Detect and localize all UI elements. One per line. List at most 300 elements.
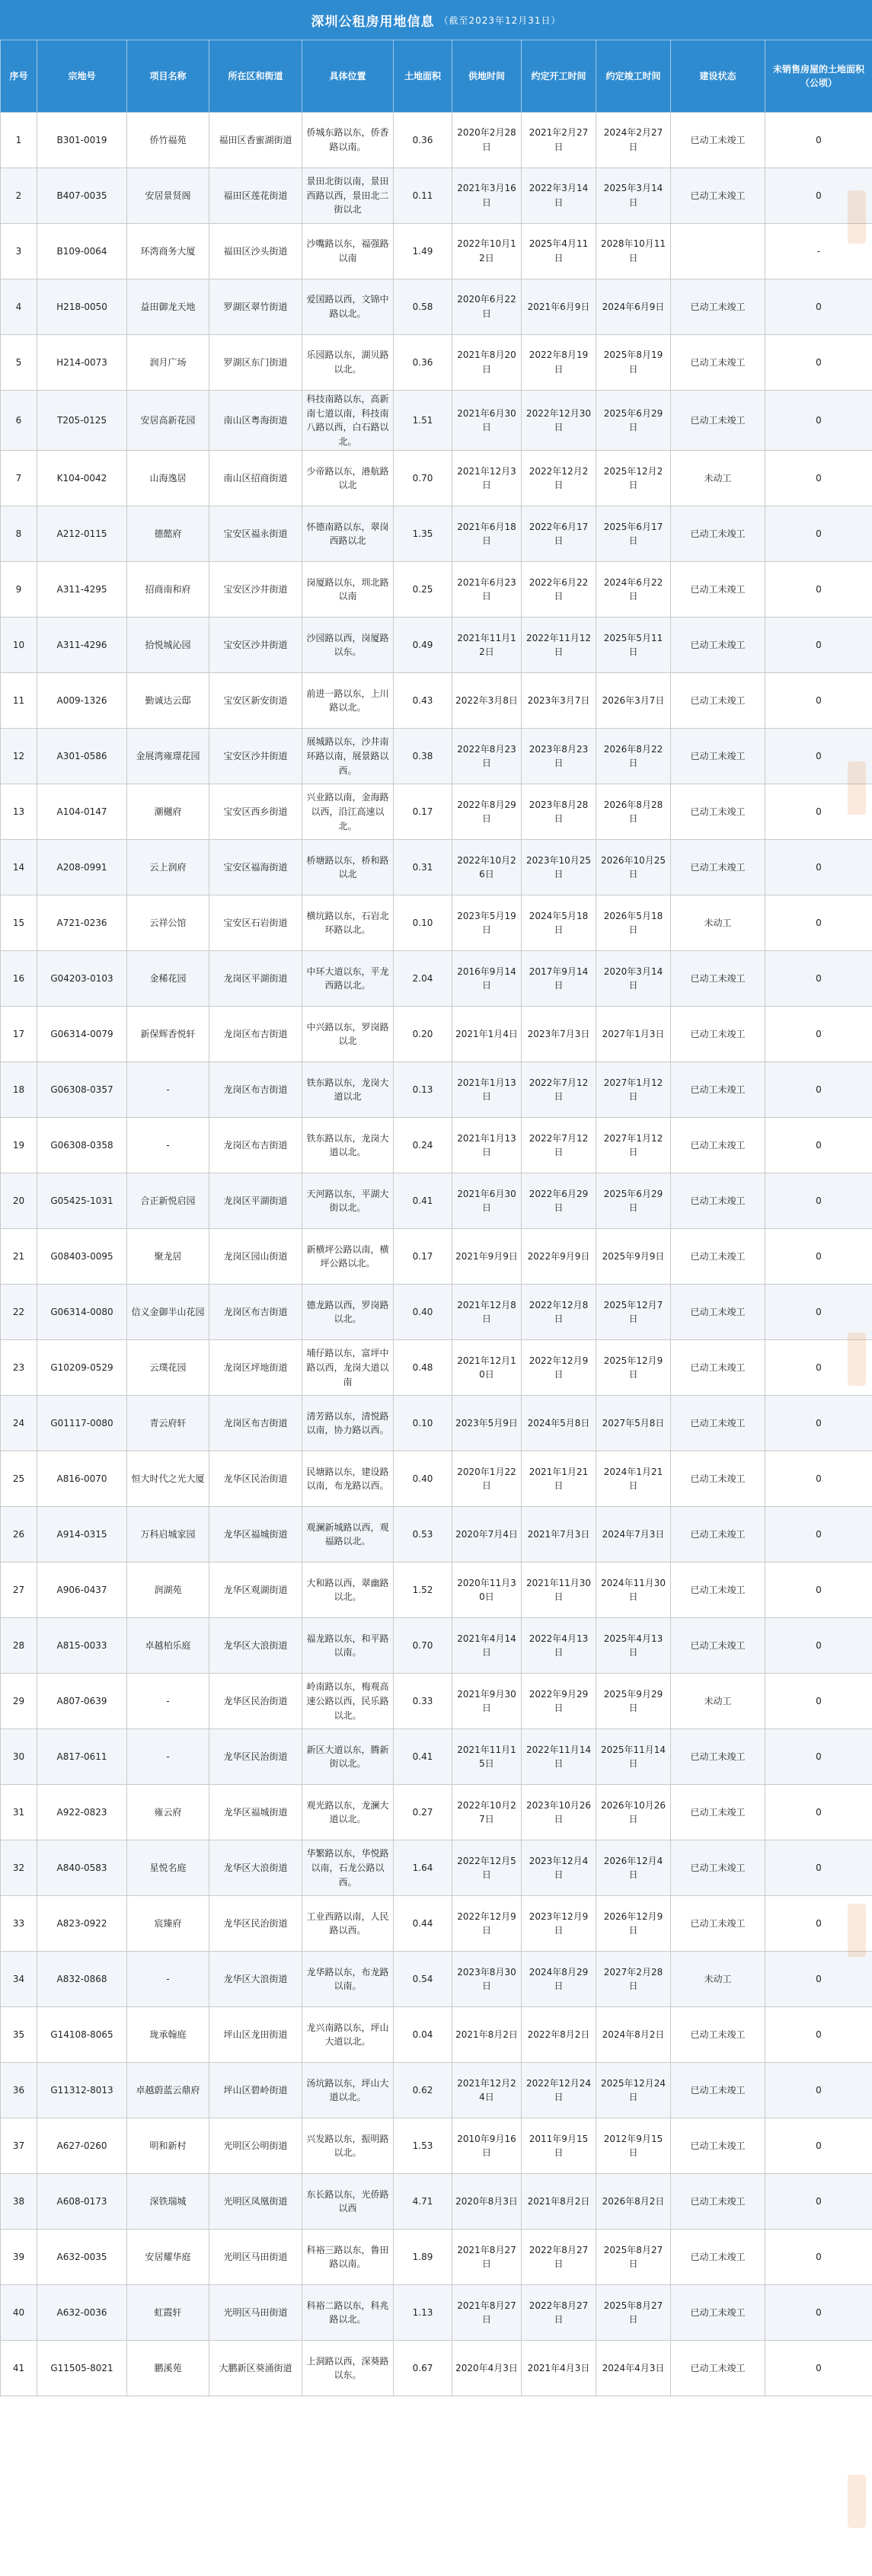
cell-completion-date: 2026年3月7日 [596,673,671,729]
cell-start-date: 2021年1月21日 [522,1451,596,1507]
cell-parcel-no: A807-0639 [37,1674,127,1729]
cell-unsold-area: 0 [765,729,872,784]
cell-district: 福田区莲花街道 [209,168,302,224]
cell-unsold-area: 0 [765,1785,872,1840]
cell-unsold-area: 0 [765,279,872,335]
header-index: 序号 [1,40,37,113]
cell-parcel-no: A301-0586 [37,729,127,784]
cell-unsold-area: 0 [765,1062,872,1118]
cell-location: 爱国路以西，文锦中路以北。 [302,279,394,335]
cell-status: 已动工未竣工 [671,391,765,451]
cell-parcel-no: A009-1326 [37,673,127,729]
table-row [1,1118,872,1173]
cell-project-name: 珑承翰庭 [127,2007,209,2063]
cell-location: 上洞路以西，深葵路以东。 [302,2341,394,2396]
cell-completion-date: 2025年3月14日 [596,168,671,224]
cell-completion-date: 2026年8月2日 [596,2174,671,2230]
cell-parcel-no: K104-0042 [37,451,127,506]
table-row [1,562,872,618]
cell-location: 东长路以东，光侨路以西 [302,2174,394,2230]
cell-parcel-no: A815-0033 [37,1618,127,1674]
table-row [1,784,872,840]
cell-project-name: 明和新村 [127,2118,209,2174]
cell-completion-date: 2025年12月24日 [596,2063,671,2118]
cell-district: 龙华区民治街道 [209,1674,302,1729]
cell-supply-date: 2021年12月10日 [452,1340,522,1396]
cell-parcel-no: T205-0125 [37,391,127,451]
cell-index: 23 [1,1340,37,1396]
cell-district: 罗湖区东门街道 [209,335,302,391]
cell-project-name: 恒大时代之光大厦 [127,1451,209,1507]
cell-completion-date: 2025年8月19日 [596,335,671,391]
cell-district: 光明区凤凰街道 [209,2174,302,2230]
cell-location: 沙嘴路以东，福强路以南 [302,224,394,279]
table-row [1,506,872,562]
table-row [1,729,872,784]
header-location: 具体位置 [302,40,394,113]
cell-supply-date: 2021年12月3日 [452,451,522,506]
table-row [1,1007,872,1062]
table-row [1,2007,872,2063]
cell-start-date: 2023年12月9日 [522,1896,596,1952]
cell-status: 已动工未竣工 [671,618,765,673]
cell-parcel-no: B407-0035 [37,168,127,224]
cell-parcel-no: G01117-0080 [37,1396,127,1451]
cell-supply-date: 2020年1月22日 [452,1451,522,1507]
cell-completion-date: 2026年12月4日 [596,1840,671,1896]
cell-status: 已动工未竣工 [671,1340,765,1396]
cell-project-name: 安居耀华庭 [127,2230,209,2285]
cell-parcel-no: G11505-8021 [37,2341,127,2396]
cell-project-name: 金展湾雍璟花园 [127,729,209,784]
cell-parcel-no: A817-0611 [37,1729,127,1785]
cell-project-name: 鹏溪苑 [127,2341,209,2396]
watermark-logo [848,2475,866,2528]
cell-project-name: 益田御龙天地 [127,279,209,335]
cell-completion-date: 2020年3月14日 [596,951,671,1007]
cell-index: 28 [1,1618,37,1674]
cell-location: 埔仔路以东，富坪中路以西，龙岗大道以南 [302,1340,394,1396]
cell-land-area: 1.89 [394,2230,452,2285]
cell-district: 宝安区新安街道 [209,673,302,729]
cell-supply-date: 2022年8月23日 [452,729,522,784]
cell-index: 37 [1,2118,37,2174]
cell-project-name: 润月广场 [127,335,209,391]
cell-location: 天河路以东，平湖大街以北。 [302,1173,394,1229]
cell-land-area: 0.40 [394,1285,452,1340]
table-row [1,2174,872,2230]
cell-unsold-area: 0 [765,1563,872,1618]
cell-supply-date: 2021年9月30日 [452,1674,522,1729]
table-row [1,1618,872,1674]
cell-project-name: 新保辉香悦轩 [127,1007,209,1062]
cell-completion-date: 2024年11月30日 [596,1563,671,1618]
cell-parcel-no: A608-0173 [37,2174,127,2230]
cell-supply-date: 2021年1月13日 [452,1118,522,1173]
cell-index: 27 [1,1563,37,1618]
cell-unsold-area: 0 [765,2174,872,2230]
table-row [1,2118,872,2174]
cell-status: 已动工未竣工 [671,2341,765,2396]
cell-supply-date: 2020年6月22日 [452,279,522,335]
cell-land-area: 0.36 [394,335,452,391]
cell-location: 工业西路以南，人民路以西。 [302,1896,394,1952]
cell-location: 铁东路以东，龙岗大道以北。 [302,1118,394,1173]
cell-completion-date: 2025年6月17日 [596,506,671,562]
cell-status: 已动工未竣工 [671,1507,765,1563]
cell-district: 宝安区沙井街道 [209,729,302,784]
cell-land-area: 0.13 [394,1062,452,1118]
cell-supply-date: 2021年6月18日 [452,506,522,562]
cell-district: 宝安区沙井街道 [209,618,302,673]
cell-start-date: 2022年11月12日 [522,618,596,673]
cell-district: 龙华区民治街道 [209,1896,302,1952]
cell-supply-date: 2022年10月26日 [452,840,522,895]
cell-completion-date: 2026年12月9日 [596,1896,671,1952]
cell-parcel-no: A212-0115 [37,506,127,562]
cell-start-date: 2021年4月3日 [522,2341,596,2396]
cell-status: 已动工未竣工 [671,2007,765,2063]
cell-completion-date: 2026年5月18日 [596,895,671,951]
cell-completion-date: 2027年2月28日 [596,1952,671,2007]
cell-location: 中兴路以东，罗岗路以北 [302,1007,394,1062]
table-row [1,1173,872,1229]
cell-start-date: 2021年11月30日 [522,1563,596,1618]
cell-project-name: 卓越柏乐庭 [127,1618,209,1674]
cell-district: 龙华区福城街道 [209,1507,302,1563]
cell-project-name: 云祥公馆 [127,895,209,951]
cell-completion-date: 2025年5月11日 [596,618,671,673]
cell-supply-date: 2023年5月9日 [452,1396,522,1451]
cell-supply-date: 2021年6月30日 [452,391,522,451]
cell-parcel-no: A721-0236 [37,895,127,951]
cell-status: 已动工未竣工 [671,1896,765,1952]
cell-start-date: 2011年9月15日 [522,2118,596,2174]
cell-location: 展城路以东，沙井南环路以南，展景路以西。 [302,729,394,784]
cell-completion-date: 2025年11月14日 [596,1729,671,1785]
cell-supply-date: 2021年11月15日 [452,1729,522,1785]
cell-index: 11 [1,673,37,729]
cell-land-area: 1.53 [394,2118,452,2174]
cell-start-date: 2023年3月7日 [522,673,596,729]
cell-index: 5 [1,335,37,391]
cell-land-area: 0.70 [394,1618,452,1674]
cell-supply-date: 2021年12月24日 [452,2063,522,2118]
cell-location: 华繁路以东，华悦路以南，石龙公路以西。 [302,1840,394,1896]
cell-start-date: 2022年8月2日 [522,2007,596,2063]
cell-district: 龙华区观湖街道 [209,1563,302,1618]
cell-index: 34 [1,1952,37,2007]
cell-parcel-no: A823-0922 [37,1896,127,1952]
cell-land-area: 1.64 [394,1840,452,1896]
cell-parcel-no: H214-0073 [37,335,127,391]
table-row [1,1062,872,1118]
table-title [0,0,872,40]
cell-project-name: 合正新悦启园 [127,1173,209,1229]
cell-index: 13 [1,784,37,840]
cell-supply-date: 2021年6月23日 [452,562,522,618]
cell-parcel-no: A208-0991 [37,840,127,895]
cell-project-name: 侨竹福苑 [127,113,209,168]
cell-project-name: 环湾商务大厦 [127,224,209,279]
cell-location: 清芳路以东，清悦路以南，协力路以西。 [302,1396,394,1451]
cell-project-name: 卓越蔚蓝云鼎府 [127,2063,209,2118]
cell-supply-date: 2023年5月19日 [452,895,522,951]
cell-location: 科裕二路以东，科兆路以北。 [302,2285,394,2341]
cell-index: 2 [1,168,37,224]
cell-start-date: 2017年9月14日 [522,951,596,1007]
cell-completion-date: 2025年12月9日 [596,1340,671,1396]
cell-unsold-area: 0 [765,2007,872,2063]
cell-status: 已动工未竣工 [671,168,765,224]
cell-district: 龙华区大浪街道 [209,1840,302,1896]
cell-location: 前进一路以东，上川路以北。 [302,673,394,729]
cell-parcel-no: H218-0050 [37,279,127,335]
cell-start-date: 2023年12月4日 [522,1840,596,1896]
cell-project-name: 云璞花园 [127,1340,209,1396]
cell-start-date: 2022年7月12日 [522,1118,596,1173]
cell-status: 已动工未竣工 [671,2174,765,2230]
cell-start-date: 2024年8月29日 [522,1952,596,2007]
cell-start-date: 2023年8月28日 [522,784,596,840]
header-unsold-area: 未销售房屋的土地面积（公顷） [765,40,872,113]
cell-parcel-no: G08403-0095 [37,1229,127,1285]
cell-completion-date: 2026年8月22日 [596,729,671,784]
cell-start-date: 2023年10月26日 [522,1785,596,1840]
cell-index: 24 [1,1396,37,1451]
cell-status: 已动工未竣工 [671,784,765,840]
cell-unsold-area: 0 [765,840,872,895]
cell-land-area: 0.53 [394,1507,452,1563]
cell-location: 汤坑路以东，坪山大道以北。 [302,2063,394,2118]
cell-supply-date: 2020年4月3日 [452,2341,522,2396]
cell-index: 9 [1,562,37,618]
cell-project-name: 金稀花园 [127,951,209,1007]
cell-supply-date: 2020年8月3日 [452,2174,522,2230]
cell-land-area: 0.04 [394,2007,452,2063]
cell-index: 14 [1,840,37,895]
cell-location: 兴业路以南，金海路以西，沿江高速以北。 [302,784,394,840]
cell-start-date: 2022年6月17日 [522,506,596,562]
cell-location: 科裕三路以东，鲁田路以南。 [302,2230,394,2285]
table-row [1,1729,872,1785]
cell-project-name: 星悦名庭 [127,1840,209,1896]
cell-project-name: 拾悦城沁园 [127,618,209,673]
cell-index: 12 [1,729,37,784]
cell-land-area: 0.20 [394,1007,452,1062]
cell-unsold-area: 0 [765,1840,872,1896]
table-row [1,224,872,279]
cell-district: 大鹏新区葵涌街道 [209,2341,302,2396]
table-row [1,1285,872,1340]
cell-parcel-no: A311-4296 [37,618,127,673]
cell-district: 光明区马田街道 [209,2285,302,2341]
cell-unsold-area: 0 [765,1451,872,1507]
cell-project-name: 招商南和府 [127,562,209,618]
cell-index: 10 [1,618,37,673]
cell-unsold-area: 0 [765,1396,872,1451]
header-completion-date: 约定竣工时间 [596,40,671,113]
cell-district: 罗湖区翠竹街道 [209,279,302,335]
cell-unsold-area: 0 [765,506,872,562]
land-table [0,40,872,2396]
cell-location: 中环大道以东，平龙西路以北。 [302,951,394,1007]
cell-unsold-area: 0 [765,1007,872,1062]
cell-project-name: 潮樾府 [127,784,209,840]
cell-land-area: 1.13 [394,2285,452,2341]
cell-land-area: 0.48 [394,1340,452,1396]
cell-index: 19 [1,1118,37,1173]
cell-land-area: 0.31 [394,840,452,895]
cell-start-date: 2024年5月8日 [522,1396,596,1451]
table-row [1,2285,872,2341]
cell-land-area: 0.27 [394,1785,452,1840]
cell-project-name: 深铁瑞城 [127,2174,209,2230]
cell-land-area: 4.71 [394,2174,452,2230]
cell-project-name: 虹霞轩 [127,2285,209,2341]
cell-status: 已动工未竣工 [671,506,765,562]
header-status: 建设状态 [671,40,765,113]
cell-district: 坪山区碧岭街道 [209,2063,302,2118]
cell-location: 科技南路以东，高新南七道以南，科技南八路以西，白石路以北。 [302,391,394,451]
table-row [1,1451,872,1507]
cell-start-date: 2022年9月9日 [522,1229,596,1285]
table-row [1,1785,872,1840]
cell-completion-date: 2025年6月29日 [596,391,671,451]
cell-status: 已动工未竣工 [671,1229,765,1285]
table-row [1,2063,872,2118]
cell-district: 龙岗区布吉街道 [209,1396,302,1451]
table-row [1,391,872,451]
cell-start-date: 2022年3月14日 [522,168,596,224]
cell-completion-date: 2025年8月27日 [596,2285,671,2341]
cell-index: 35 [1,2007,37,2063]
cell-status: 已动工未竣工 [671,729,765,784]
cell-supply-date: 2021年11月12日 [452,618,522,673]
table-row [1,1674,872,1729]
cell-index: 21 [1,1229,37,1285]
cell-project-name: 聚龙居 [127,1229,209,1285]
cell-district: 龙岗区布吉街道 [209,1062,302,1118]
cell-location: 桥塘路以东，桥和路以北 [302,840,394,895]
cell-land-area: 0.43 [394,673,452,729]
cell-project-name: 云上润府 [127,840,209,895]
cell-index: 41 [1,2341,37,2396]
cell-land-area: 0.40 [394,1451,452,1507]
header-start-date: 约定开工时间 [522,40,596,113]
cell-start-date: 2021年7月3日 [522,1507,596,1563]
cell-status: 已动工未竣工 [671,1396,765,1451]
cell-unsold-area: 0 [765,2230,872,2285]
cell-unsold-area: 0 [765,1173,872,1229]
cell-district: 龙岗区平湖街道 [209,951,302,1007]
cell-index: 29 [1,1674,37,1729]
cell-completion-date: 2025年12月7日 [596,1285,671,1340]
cell-index: 36 [1,2063,37,2118]
cell-land-area: 2.04 [394,951,452,1007]
cell-index: 40 [1,2285,37,2341]
cell-location: 新横坪公路以南，横坪公路以北。 [302,1229,394,1285]
cell-parcel-no: A832-0868 [37,1952,127,2007]
cell-unsold-area: 0 [765,391,872,451]
cell-unsold-area: 0 [765,1896,872,1952]
table-row [1,895,872,951]
cell-supply-date: 2020年7月4日 [452,1507,522,1563]
cell-district: 龙岗区坪地街道 [209,1340,302,1396]
table-row [1,840,872,895]
table-row [1,335,872,391]
cell-district: 坪山区龙田街道 [209,2007,302,2063]
cell-land-area: 0.41 [394,1729,452,1785]
cell-start-date: 2024年5月18日 [522,895,596,951]
header-district: 所在区和街道 [209,40,302,113]
cell-location: 兴发路以东，振明路以北。 [302,2118,394,2174]
cell-status: 已动工未竣工 [671,1618,765,1674]
cell-project-name: 雍云府 [127,1785,209,1840]
cell-parcel-no: G06308-0358 [37,1118,127,1173]
cell-unsold-area: 0 [765,113,872,168]
cell-location: 沙园路以西，岗厦路以东。 [302,618,394,673]
cell-supply-date: 2021年1月13日 [452,1062,522,1118]
cell-project-name: 勤诚达云邸 [127,673,209,729]
cell-location: 大和路以西，翠幽路以北。 [302,1563,394,1618]
cell-supply-date: 2021年8月27日 [452,2230,522,2285]
cell-supply-date: 2020年2月28日 [452,113,522,168]
cell-parcel-no: B109-0064 [37,224,127,279]
cell-land-area: 1.35 [394,506,452,562]
cell-supply-date: 2022年10月12日 [452,224,522,279]
cell-project-name: 万科启城家园 [127,1507,209,1563]
cell-completion-date: 2024年4月3日 [596,2341,671,2396]
cell-completion-date: 2026年10月26日 [596,1785,671,1840]
cell-parcel-no: A816-0070 [37,1451,127,1507]
cell-supply-date: 2022年8月29日 [452,784,522,840]
cell-unsold-area: 0 [765,951,872,1007]
cell-land-area: 0.54 [394,1952,452,2007]
table-row [1,1896,872,1952]
cell-location: 龙华路以东，布龙路以南。 [302,1952,394,2007]
cell-location: 岭南路以东，梅观高速公路以西，民乐路以北。 [302,1674,394,1729]
cell-district: 光明区马田街道 [209,2230,302,2285]
cell-supply-date: 2020年11月30日 [452,1563,522,1618]
cell-location: 少帝路以东，港航路以北 [302,451,394,506]
title-text: 深圳公租房用地信息 [311,14,435,30]
cell-location: 铁东路以东，龙岗大道以北 [302,1062,394,1118]
cell-project-name: 润湖苑 [127,1563,209,1618]
cell-unsold-area: 0 [765,335,872,391]
cell-status: 已动工未竣工 [671,1840,765,1896]
cell-start-date: 2022年6月22日 [522,562,596,618]
cell-unsold-area: 0 [765,2118,872,2174]
table-header-row [1,40,872,113]
cell-completion-date: 2027年1月3日 [596,1007,671,1062]
cell-parcel-no: G10209-0529 [37,1340,127,1396]
cell-district: 龙华区民治街道 [209,1729,302,1785]
cell-status: 已动工未竣工 [671,1785,765,1840]
cell-completion-date: 2027年1月12日 [596,1062,671,1118]
cell-index: 16 [1,951,37,1007]
cell-index: 1 [1,113,37,168]
cell-completion-date: 2024年2月27日 [596,113,671,168]
cell-parcel-no: G04203-0103 [37,951,127,1007]
cell-location: 德龙路以西，罗岗路以北。 [302,1285,394,1340]
cell-land-area: 1.51 [394,391,452,451]
cell-land-area: 0.70 [394,451,452,506]
cell-unsold-area: 0 [765,562,872,618]
cell-parcel-no: G06308-0357 [37,1062,127,1118]
cell-district: 光明区公明街道 [209,2118,302,2174]
cell-unsold-area: 0 [765,1674,872,1729]
